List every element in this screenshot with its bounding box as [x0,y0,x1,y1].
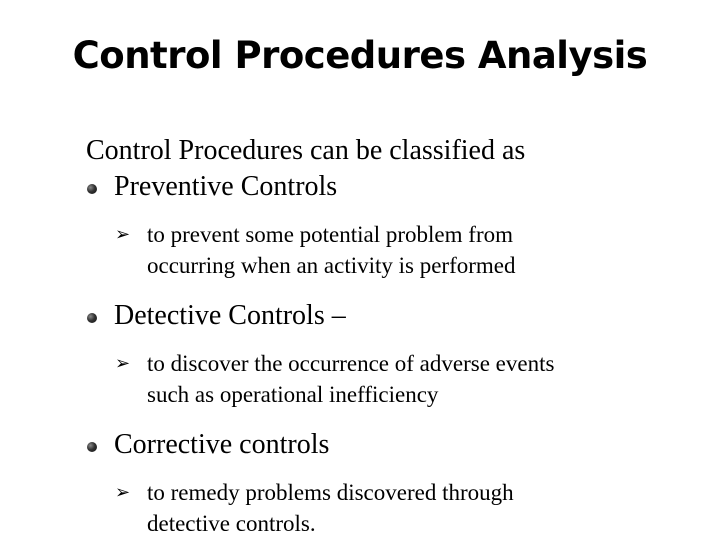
sub-item-line: occurring when an activity is performed [147,253,516,278]
arrowhead-bullet-icon: ➢ [115,482,131,503]
slide-body [86,134,706,539]
sub-item [115,477,706,539]
sub-item-line: to prevent some potential problem from [147,222,513,247]
round-bullet-icon [87,184,97,194]
item-heading: Preventive Controls [114,171,338,202]
intro-text: Control Procedures can be classified as [86,135,526,166]
round-bullet-icon [87,442,97,452]
sub-item-line: to discover the occurrence of adverse events [147,351,555,376]
sub-item [115,219,706,281]
arrowhead-bullet-icon: ➢ [115,224,131,245]
list-item-corrective-controls [86,428,706,539]
list-item-detective-controls [86,299,706,410]
sub-item-line: such as operational inefficiency [147,382,439,407]
page-title: Control Procedures Analysis [72,34,648,77]
item-heading: Detective Controls – [114,300,346,331]
arrowhead-bullet-icon: ➢ [115,353,131,374]
list-item-preventive-controls [86,170,706,281]
item-heading: Corrective controls [114,429,330,460]
sub-item-line: detective controls. [147,511,316,536]
sub-item [115,348,706,410]
sub-item-line: to remedy problems discovered through [147,480,514,505]
round-bullet-icon [87,313,97,323]
